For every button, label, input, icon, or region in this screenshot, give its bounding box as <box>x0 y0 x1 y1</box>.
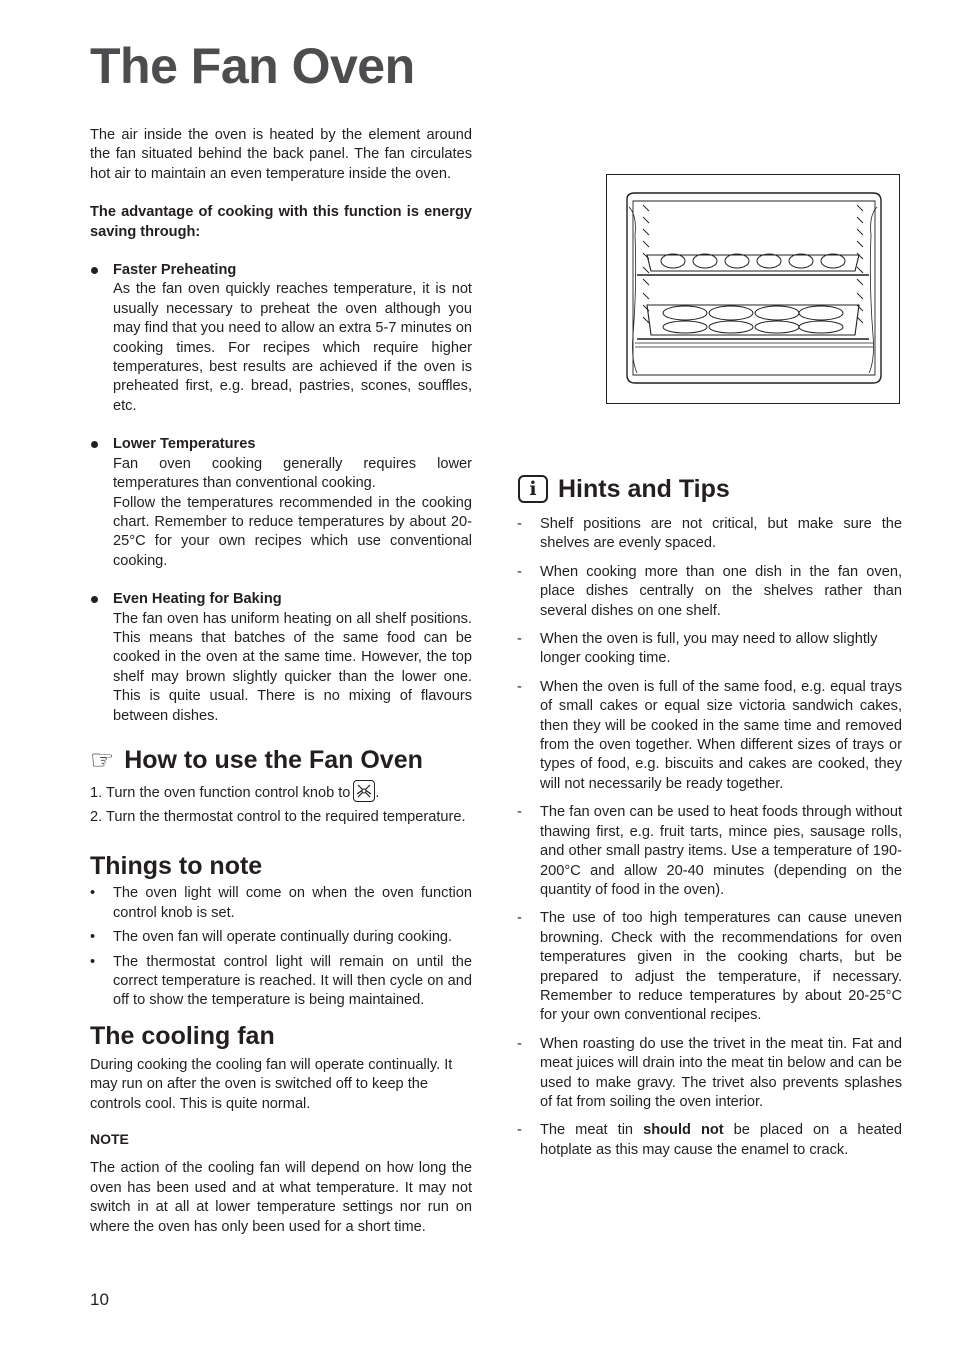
dash-marker: - <box>517 678 522 695</box>
advantage-text: Follow the temperatures recommended in the cooking chart. Remember to reduce temperatures by about 20-25°C for your own recipes which use conventional cooking. <box>113 494 472 569</box>
advantage-heading: Even Heating for Baking <box>113 591 282 608</box>
advantage-text: Fan oven cooking generally requires lower temperatures than conventional cooking. <box>113 455 472 492</box>
list-item <box>90 953 472 1011</box>
note-text: The action of the cooling fan will depend on how long the oven has been used and at what temperature. It may not switch in at all at lower temperature settings nor run on where the oven has only been used for a short time. <box>90 1160 472 1235</box>
dash-marker: - <box>517 631 522 648</box>
list-item <box>516 678 902 794</box>
advantage-text: As the fan oven quickly reaches temperature, it is not usually necessary to preheat the oven although you may find that you need to allow an extra 5-7 minutes on cooking times. For recipes which require higher temperatures, best results are achieved if the oven is preheated first, e.g. bread, pastries, scones, souffles, etc. <box>113 281 472 414</box>
hints-heading <box>518 474 902 504</box>
howto-heading <box>90 745 472 775</box>
list-item <box>90 928 472 947</box>
bullet-icon <box>91 596 98 603</box>
note-label: NOTE <box>90 1131 129 1148</box>
things-title: Things to note <box>90 852 263 881</box>
advantage-list <box>90 261 472 726</box>
step-1-text: 1. Turn the oven function control knob to <box>90 784 351 801</box>
list-item <box>90 261 472 416</box>
list-item <box>516 630 902 669</box>
hints-title: Hints and Tips <box>558 475 730 503</box>
dash-marker: - <box>517 910 522 927</box>
list-item <box>90 590 472 726</box>
bullet-icon <box>91 267 98 274</box>
hint-text: When the oven is full, you may need to allow slightly longer cooking time. <box>540 631 878 667</box>
bullet-marker: • <box>90 929 96 946</box>
bullet-icon <box>91 441 98 448</box>
note-text: The oven light will come on when the oven function control knob is set. <box>113 885 472 921</box>
bullet-marker: • <box>90 885 96 902</box>
oven-illustration <box>606 174 900 404</box>
dash-marker: - <box>517 563 522 580</box>
advantage-lead: The advantage of cooking with this function is energy saving through: <box>90 204 472 240</box>
cooling-text: During cooking the cooling fan will operate continually. It may run on after the oven is switched off to keep the controls cool. This is quite normal. <box>90 1056 453 1112</box>
hint-text-part: be placed on a heated hotplate as this may cause the enamel to crack. <box>540 1122 902 1158</box>
left-column <box>90 126 472 1237</box>
hint-text: The use of too high temperatures can cause uneven browning. Check with the recommendations for oven temperatures given in the cooking charts, but be prepared to adjust the temperature, if necessary. Remember to reduce temperatures by about 20-25°C for your own conventional recipes. <box>540 910 902 1024</box>
page-title: The Fan Oven <box>90 38 415 94</box>
dash-marker: - <box>517 1122 522 1139</box>
hint-text <box>540 1121 902 1160</box>
intro-paragraph: The air inside the oven is heated by the element around the fan situated behind the back panel. The fan circulates hot air to maintain an even temperature inside the oven. <box>90 127 472 182</box>
dash-marker: - <box>517 1035 522 1052</box>
advantage-heading: Lower Temperatures <box>113 436 256 453</box>
hint-text: Shelf positions are not critical, but make sure the shelves are evenly spaced. <box>540 516 902 552</box>
dash-marker: - <box>517 804 522 821</box>
info-icon: i <box>518 475 548 503</box>
hint-text: When roasting do use the trivet in the meat tin. Fat and meat juices will drain into the meat tin below and can be used to make gravy. The trivet also prevents splashes of fat from soiling the oven interior. <box>540 1035 902 1110</box>
hints-list <box>516 515 902 1160</box>
list-item <box>516 1035 902 1113</box>
right-column <box>516 474 902 1169</box>
fan-oven-symbol-icon <box>353 780 375 802</box>
advantage-heading: Faster Preheating <box>113 262 237 279</box>
things-list <box>90 884 472 1010</box>
pointing-hand-icon: ☞ <box>90 744 115 775</box>
page-number: 10 <box>90 1290 109 1309</box>
hint-emphasis: should not <box>643 1122 724 1139</box>
list-item <box>516 1121 902 1160</box>
hint-text-part: The meat tin <box>540 1122 634 1139</box>
dash-marker: - <box>517 516 522 532</box>
note-text: The thermostat control light will remain on until the correct temperature is reached. It will then cycle on and off to show the temperature is being maintained. <box>113 953 472 1009</box>
advantage-text: The fan oven has uniform heating on all shelf positions. This means that batches of the same food can be cooked in the oven at the same time. However, the top shelf may brown slightly quicker than the lower one. This is quite usual. There is no mixing of flavours between dishes. <box>113 610 472 724</box>
step-1 <box>90 782 472 804</box>
hint-text: When the oven is full of the same food, e.g. equal trays of small cakes or equal size victoria sandwich cakes, then they will be cooked in the same time and removed from the oven together. When different sizes of trays or types of food, e.g. biscuits and cakes are cooked, they will not necessarily be ready together. <box>540 678 902 792</box>
cooling-title: The cooling fan <box>90 1021 275 1050</box>
hint-text: When cooking more than one dish in the fan oven, place dishes centrally on the shelves rather than several dishes on one shelf. <box>540 563 902 619</box>
step-1-end: . <box>375 784 380 801</box>
list-item <box>90 884 472 923</box>
list-item <box>516 803 902 900</box>
hint-text: The fan oven can be used to heat foods through without thawing first, e.g. fruit tarts, mince pies, sausage rolls, and other small pastry items. Use a temperature of 190-200°C and allow 20-40 minutes (depending on the quantity of food in the oven). <box>540 804 902 898</box>
howto-title: How to use the Fan Oven <box>124 745 423 774</box>
list-item <box>516 515 902 554</box>
list-item <box>516 909 902 1025</box>
bullet-marker: • <box>90 953 96 970</box>
note-text: The oven fan will operate continually during cooking. <box>113 929 453 946</box>
list-item <box>90 435 472 571</box>
step-2: 2. Turn the thermostat control to the required temperature. <box>90 808 466 825</box>
list-item <box>516 563 902 621</box>
howto-steps <box>90 782 472 827</box>
